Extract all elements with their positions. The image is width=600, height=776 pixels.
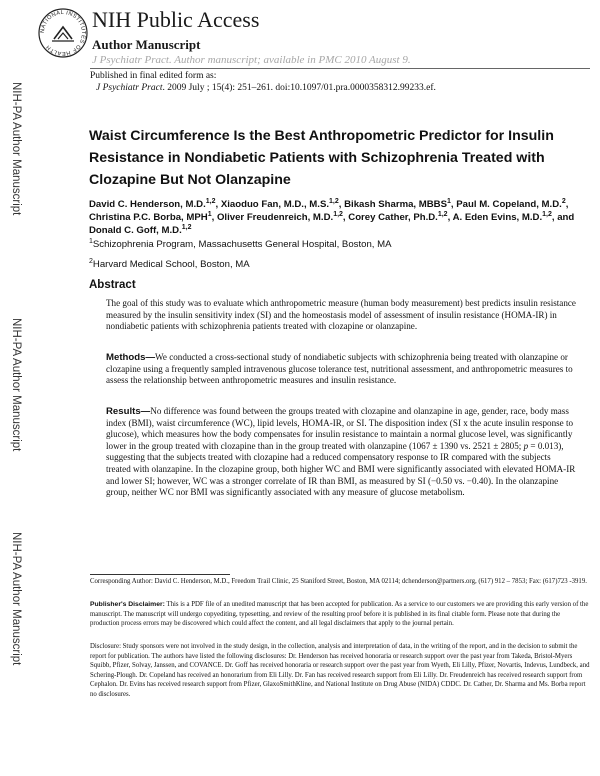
author-list: [89, 198, 589, 237]
corresponding-author-note: Corresponding Author: David C. Henderson, M.D., Freedom Trail Clinic, 25 Staniford Street, Boston, MA 02114; dchenderson@partners.org, (617) 912 – 7853; Fax: (617)723 -3919.: [90, 578, 587, 585]
author-separator: , and: [551, 212, 575, 223]
sidebar-label-bottom: NIH-PA Author Manuscript: [10, 532, 22, 666]
availability-note: J Psychiatr Pract. Author manuscript; available in PMC 2010 August 9.: [92, 54, 411, 66]
author-affiliation-marker: 1,2: [333, 210, 343, 218]
author-name: Corey Cather, Ph.D.: [348, 212, 438, 223]
affiliation-number: 2: [89, 257, 93, 265]
author-separator: ,: [565, 199, 569, 210]
author-name: Paul M. Copeland, M.D.: [456, 199, 562, 210]
author-affiliation-marker: 1,2: [181, 223, 192, 231]
citation-details: . 2009 July ; 15(4): 251–261. doi:10.1097/01.pra.0000358312.99233.ef.: [162, 83, 436, 93]
author-separator: ,: [211, 212, 217, 223]
author-name: Oliver Freudenreich, M.D.: [216, 212, 334, 223]
methods-text: We conducted a cross-sectional study of nondiabetic subjects with schizophrenia being treated with olanzapine or clozapine using a frequently sampled intravenous glucose tolerance test, nutritional assessment, and anthropometric measures to assess the relationship between anthropometric measures and insulin resistance.: [106, 352, 573, 386]
author-separator: ,: [342, 212, 349, 223]
author-separator: ,: [450, 199, 457, 210]
abstract-goal: The goal of this study was to evaluate which anthropometric measure (human body measurement) best predicts insulin resistance measured by the insulin sensitivity index (SI) and the homeostasis model of assessment of insulin resistance (HOMA-IR) in nondiabetic patients with schizophrenia patients treated with clozapine or olanzapine.: [106, 298, 576, 332]
sidebar-label-middle: NIH-PA Author Manuscript: [10, 318, 22, 452]
publisher-disclaimer: [90, 600, 590, 629]
methods-label: Methods—: [106, 352, 156, 363]
abstract-methods: [106, 352, 576, 387]
publisher-disclaimer-text: This is a PDF file of an unedited manuscript that has been accepted for publication. As a service to our customers we are providing this early version of the manuscript. The manuscript will undergo copyediting, typesetting, and review of the resulting proof before it is published in its final citable form. Please note that during the production process errors may be discovered which could affect the content, and all legal disclaimers that apply to the journal pertain.: [90, 601, 589, 628]
author-affiliation-marker: 1,2: [437, 210, 448, 218]
author-affiliation-marker: 2: [561, 197, 566, 205]
affiliation-text: Schizophrenia Program, Massachusetts General Hospital, Boston, MA: [92, 239, 392, 250]
disclosure-note: Disclosure: Study sponsors were not involved in the study design, in the collection, analysis and interpretation of data, in the writing of the report, and in the decision to submit the report for publication. The authors have listed the following disclosures: Dr. Henderson has received honoraria or research support over the past year from Takeda, Bristol-Myers Squibb, Pfizer, Solvay, Janssen, and COVANCE. Dr. Goff has received honoraria or research support over the past year from Wyeth, Eli Lilly, Pfizer, Novartis, Indevus, Lundbeck, and Schering-Plough. Dr. Copeland has received an honorarium from Eli Lilly. Dr. Fan has received research support from Eli Lilly. Dr. Freudenreich has received research support from Cephalon. Dr. Evins has received research support from Pfizer, GlaxoSmithKline, and National Institute on Drug Abuse (NIDA) CDDC. Dr. Cather, Dr. Sharma and Ms. Borba report no disclosures.: [90, 643, 590, 698]
affiliation-2: [89, 259, 250, 271]
author-separator: ,: [447, 212, 453, 223]
public-access-title: NIH Public Access: [92, 7, 260, 32]
results-text-a: No difference was found between the groups treated with clozapine and olanzapine in age, gender, race, body mass index (BMI), waist circumference (WC), lipid levels, HOMA-IR, or SI. The disposition index (SI x the acute insulin response to glucose), which measures how the body compensates for insulin resistance to maintain a normal glucose level, was significantly lower in the group treated with clozapine than in the group treated with olanzapine (1067 ± 1390 vs. 2521 ± 2805;: [106, 406, 574, 451]
published-form-label: Published in final edited form as:: [90, 71, 217, 81]
journal-name: J Psychiatr Pract: [96, 83, 163, 93]
author-affiliation-marker: 1,2: [542, 210, 552, 218]
affiliation-1: [89, 239, 392, 251]
author-affiliation-marker: 1: [447, 197, 451, 205]
author-name: Bikash Sharma, MBBS: [344, 199, 448, 210]
author-name: A. Eden Evins, M.D.: [452, 212, 543, 223]
abstract-results: [106, 406, 576, 499]
citation: [96, 83, 436, 93]
publisher-disclaimer-label: Publisher's Disclaimer:: [90, 601, 165, 608]
author-name: Xiaoduo Fan, M.D., M.S.: [220, 199, 330, 210]
author-affiliation-marker: 1,2: [329, 197, 339, 205]
author-manuscript-label: Author Manuscript: [92, 37, 201, 52]
author-separator: ,: [215, 199, 221, 210]
nih-logo: [38, 8, 88, 58]
header-rule: [90, 68, 590, 69]
author-separator: ,: [338, 199, 345, 210]
logo-ring-text: NATIONAL INSTITUTES OF HEALTH: [39, 9, 87, 57]
author-affiliation-marker: 1: [207, 210, 212, 218]
author-affiliation-marker: 1,2: [205, 197, 216, 205]
footnote-rule: [90, 574, 230, 575]
article-title: Waist Circumference Is the Best Anthropometric Predictor for Insulin Resistance in Nondiabetic Patients with Schizophrenia Treated with Clozapine But Not Olanzapine: [89, 128, 554, 188]
results-p-symbol: p: [523, 440, 529, 451]
author-name: David C. Henderson, M.D.: [89, 199, 206, 210]
author-name: Donald C. Goff, M.D.: [89, 225, 182, 236]
results-label: Results—: [106, 406, 151, 417]
abstract-heading: Abstract: [89, 279, 136, 291]
affiliation-text: Harvard Medical School, Boston, MA: [92, 259, 250, 270]
sidebar-label-top: NIH-PA Author Manuscript: [10, 82, 22, 216]
results-text-b: = 0.013), suggesting that the subjects treated with clozapine had a reduced compensatory response to IR compared with the subjects treated with olanzapine. In the clozapine group, both higher WC and BMI were significantly associated with elevated HOMA-IR and lower SI; however, WC was a stronger correlate of IR than BMI, as measured by SI (−0.50 vs. −0.40). In the olanzapine group, neither WC nor BMI was significantly associated with any measure of glucose metabolism.: [106, 440, 576, 498]
author-name: Christina P.C. Borba, MPH: [89, 212, 208, 223]
affiliation-number: 1: [89, 237, 93, 245]
